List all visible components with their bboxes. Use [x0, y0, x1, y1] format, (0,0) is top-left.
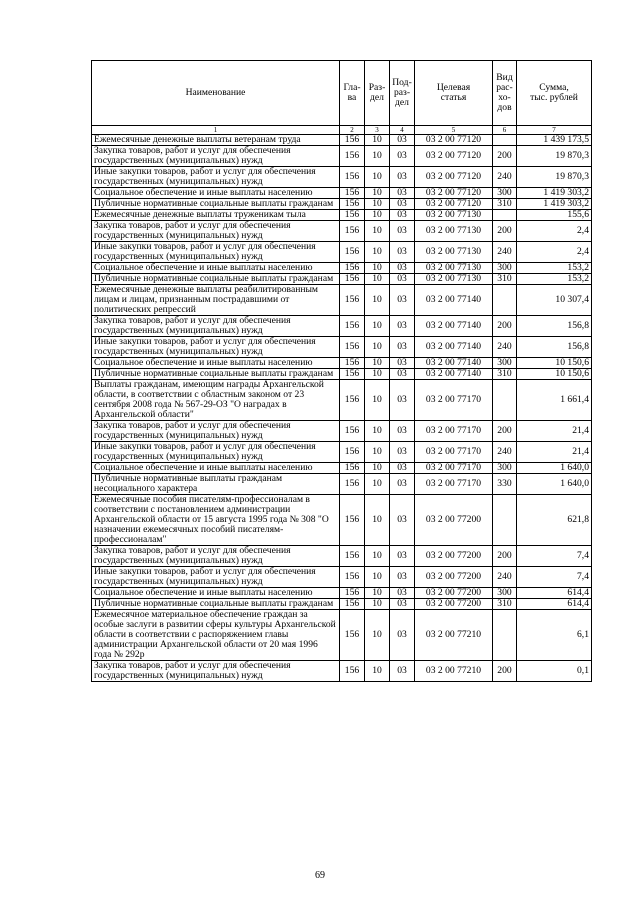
- cell-target: 03 2 00 77200: [415, 495, 493, 546]
- cell-podrazdel: 03: [390, 567, 415, 588]
- cell-razdel: 10: [365, 337, 390, 358]
- cell-target: 03 2 00 77140: [415, 369, 493, 380]
- cell-name: Закупка товаров, работ и услуг для обеспечения государственных (муниципальных) нужд: [92, 146, 340, 167]
- cell-target: 03 2 00 77120: [415, 167, 493, 188]
- cell-sum: 2,4: [517, 242, 592, 263]
- cell-target: 03 2 00 77140: [415, 337, 493, 358]
- cell-podrazdel: 03: [390, 546, 415, 567]
- column-number: 1: [92, 126, 340, 135]
- cell-vid: 300: [493, 188, 517, 199]
- cell-sum: 1 439 173,5: [517, 135, 592, 146]
- cell-razdel: 10: [365, 274, 390, 285]
- cell-sum: 1 419 303,2: [517, 188, 592, 199]
- cell-podrazdel: 03: [390, 588, 415, 599]
- cell-name: Публичные нормативные выплаты гражданам несоциального характера: [92, 474, 340, 495]
- cell-name: Иные закупки товаров, работ и услуг для обеспечения государственных (муниципальных) нужд: [92, 442, 340, 463]
- budget-table: [91, 60, 592, 682]
- table-body: [92, 135, 592, 682]
- cell-name: Ежемесячное материальное обеспечение граждан за особые заслуги в развитии сферы культуры Архангельской области в соответствии с распоряжением главы администрации Архангельской области от 20 мая 1996 года № 292р: [92, 610, 340, 661]
- cell-name: Социальное обеспечение и иные выплаты населению: [92, 588, 340, 599]
- cell-glava: 156: [340, 167, 365, 188]
- cell-razdel: 10: [365, 242, 390, 263]
- cell-target: 03 2 00 77210: [415, 661, 493, 682]
- cell-vid: 330: [493, 474, 517, 495]
- cell-name: Закупка товаров, работ и услуг для обеспечения государственных (муниципальных) нужд: [92, 661, 340, 682]
- cell-podrazdel: 03: [390, 474, 415, 495]
- cell-sum: 21,4: [517, 421, 592, 442]
- cell-podrazdel: 03: [390, 274, 415, 285]
- cell-podrazdel: 03: [390, 495, 415, 546]
- table-row: [92, 421, 592, 442]
- header-razdel: Раз- дел: [365, 61, 390, 126]
- cell-sum: 0,1: [517, 661, 592, 682]
- cell-podrazdel: 03: [390, 167, 415, 188]
- cell-name: Закупка товаров, работ и услуг для обеспечения государственных (муниципальных) нужд: [92, 421, 340, 442]
- cell-razdel: 10: [365, 135, 390, 146]
- cell-target: 03 2 00 77200: [415, 567, 493, 588]
- cell-target: 03 2 00 77210: [415, 610, 493, 661]
- cell-glava: 156: [340, 285, 365, 316]
- cell-glava: 156: [340, 358, 365, 369]
- cell-target: 03 2 00 77140: [415, 285, 493, 316]
- cell-sum: 621,8: [517, 495, 592, 546]
- cell-razdel: 10: [365, 588, 390, 599]
- column-number: 7: [517, 126, 592, 135]
- cell-vid: 310: [493, 199, 517, 210]
- cell-name: Иные закупки товаров, работ и услуг для обеспечения государственных (муниципальных) нужд: [92, 337, 340, 358]
- cell-name: Закупка товаров, работ и услуг для обеспечения государственных (муниципальных) нужд: [92, 316, 340, 337]
- cell-sum: 6,1: [517, 610, 592, 661]
- cell-vid: 200: [493, 316, 517, 337]
- cell-podrazdel: 03: [390, 442, 415, 463]
- table-row: [92, 610, 592, 661]
- cell-glava: 156: [340, 442, 365, 463]
- cell-name: Социальное обеспечение и иные выплаты населению: [92, 358, 340, 369]
- cell-podrazdel: 03: [390, 263, 415, 274]
- cell-vid: 300: [493, 263, 517, 274]
- cell-sum: 10 150,6: [517, 369, 592, 380]
- cell-podrazdel: 03: [390, 135, 415, 146]
- cell-target: 03 2 00 77170: [415, 421, 493, 442]
- cell-target: 03 2 00 77200: [415, 588, 493, 599]
- cell-razdel: 10: [365, 421, 390, 442]
- cell-sum: 2,4: [517, 221, 592, 242]
- cell-glava: 156: [340, 661, 365, 682]
- cell-name: Социальное обеспечение и иные выплаты населению: [92, 463, 340, 474]
- cell-glava: 156: [340, 263, 365, 274]
- cell-sum: 1 640,0: [517, 474, 592, 495]
- cell-target: 03 2 00 77120: [415, 199, 493, 210]
- cell-glava: 156: [340, 610, 365, 661]
- cell-target: 03 2 00 77170: [415, 380, 493, 421]
- cell-name: Ежемесячные пособия писателям-профессионалам в соответствии с постановлением администрации Архангельской области от 15 августа 1995 года № 308 "О назначении ежемесячных пособий писателям-профессионалам": [92, 495, 340, 546]
- cell-sum: 10 307,4: [517, 285, 592, 316]
- cell-glava: 156: [340, 546, 365, 567]
- cell-vid: 310: [493, 369, 517, 380]
- cell-sum: 614,4: [517, 599, 592, 610]
- table-row: [92, 442, 592, 463]
- cell-sum: 153,2: [517, 263, 592, 274]
- table-row: [92, 337, 592, 358]
- cell-podrazdel: 03: [390, 661, 415, 682]
- cell-vid: 200: [493, 221, 517, 242]
- cell-sum: 1 419 303,2: [517, 199, 592, 210]
- cell-vid: 310: [493, 274, 517, 285]
- cell-razdel: 10: [365, 567, 390, 588]
- cell-razdel: 10: [365, 146, 390, 167]
- cell-razdel: 10: [365, 316, 390, 337]
- cell-vid: 200: [493, 421, 517, 442]
- cell-razdel: 10: [365, 380, 390, 421]
- cell-razdel: 10: [365, 463, 390, 474]
- cell-sum: 1 640,0: [517, 463, 592, 474]
- table-row: [92, 463, 592, 474]
- cell-glava: 156: [340, 135, 365, 146]
- header-glava: Гла- ва: [340, 61, 365, 126]
- cell-podrazdel: 03: [390, 210, 415, 221]
- cell-vid: 300: [493, 588, 517, 599]
- table-row: [92, 358, 592, 369]
- cell-podrazdel: 03: [390, 337, 415, 358]
- table-row: [92, 369, 592, 380]
- cell-name: Иные закупки товаров, работ и услуг для обеспечения государственных (муниципальных) нужд: [92, 567, 340, 588]
- cell-podrazdel: 03: [390, 380, 415, 421]
- cell-podrazdel: 03: [390, 316, 415, 337]
- cell-vid: 200: [493, 661, 517, 682]
- cell-vid: 200: [493, 146, 517, 167]
- cell-vid: [493, 210, 517, 221]
- cell-glava: 156: [340, 369, 365, 380]
- cell-name: Иные закупки товаров, работ и услуг для обеспечения государственных (муниципальных) нужд: [92, 167, 340, 188]
- table-header-row: [92, 61, 592, 126]
- cell-sum: 1 661,4: [517, 380, 592, 421]
- cell-target: 03 2 00 77130: [415, 210, 493, 221]
- cell-name: Ежемесячные денежные выплаты реабилитированным лицам и лицам, признанным пострадавшими от политических репрессий: [92, 285, 340, 316]
- cell-razdel: 10: [365, 210, 390, 221]
- cell-glava: 156: [340, 495, 365, 546]
- cell-target: 03 2 00 77120: [415, 135, 493, 146]
- cell-sum: 19 870,3: [517, 146, 592, 167]
- cell-vid: [493, 285, 517, 316]
- cell-vid: 240: [493, 442, 517, 463]
- cell-razdel: 10: [365, 610, 390, 661]
- header-target: Целевая статья: [415, 61, 493, 126]
- cell-name: Социальное обеспечение и иные выплаты населению: [92, 263, 340, 274]
- cell-razdel: 10: [365, 188, 390, 199]
- column-number: 4: [390, 126, 415, 135]
- cell-razdel: 10: [365, 369, 390, 380]
- cell-glava: 156: [340, 337, 365, 358]
- cell-glava: 156: [340, 474, 365, 495]
- cell-sum: 156,8: [517, 316, 592, 337]
- cell-target: 03 2 00 77170: [415, 463, 493, 474]
- cell-vid: [493, 495, 517, 546]
- cell-target: 03 2 00 77130: [415, 274, 493, 285]
- page-number: 69: [315, 870, 325, 881]
- cell-podrazdel: 03: [390, 146, 415, 167]
- cell-glava: 156: [340, 188, 365, 199]
- table-row: [92, 546, 592, 567]
- table-row: [92, 274, 592, 285]
- cell-sum: 153,2: [517, 274, 592, 285]
- cell-name: Публичные нормативные социальные выплаты гражданам: [92, 369, 340, 380]
- cell-glava: 156: [340, 463, 365, 474]
- header-sum: Сумма, тыс. рублей: [517, 61, 592, 126]
- cell-name: Публичные нормативные социальные выплаты гражданам: [92, 599, 340, 610]
- cell-glava: 156: [340, 599, 365, 610]
- cell-target: 03 2 00 77130: [415, 242, 493, 263]
- cell-razdel: 10: [365, 358, 390, 369]
- cell-name: Выплаты гражданам, имеющим награды Архангельской области, в соответствии с областным законом от 23 сентября 2008 года № 567-29-ОЗ "О наградах в Архангельской области": [92, 380, 340, 421]
- cell-sum: 155,6: [517, 210, 592, 221]
- table-row: [92, 188, 592, 199]
- cell-podrazdel: 03: [390, 610, 415, 661]
- cell-razdel: 10: [365, 661, 390, 682]
- cell-glava: 156: [340, 221, 365, 242]
- table-row: [92, 567, 592, 588]
- cell-sum: 19 870,3: [517, 167, 592, 188]
- cell-target: 03 2 00 77170: [415, 474, 493, 495]
- header-vid: Вид рас- хо- дов: [493, 61, 517, 126]
- cell-razdel: 10: [365, 495, 390, 546]
- column-number: 6: [493, 126, 517, 135]
- cell-razdel: 10: [365, 599, 390, 610]
- cell-razdel: 10: [365, 442, 390, 463]
- table-row: [92, 210, 592, 221]
- table-row: [92, 135, 592, 146]
- cell-razdel: 10: [365, 199, 390, 210]
- cell-razdel: 10: [365, 546, 390, 567]
- cell-target: 03 2 00 77170: [415, 442, 493, 463]
- cell-glava: 156: [340, 567, 365, 588]
- cell-razdel: 10: [365, 221, 390, 242]
- table-row: [92, 588, 592, 599]
- table-row: [92, 167, 592, 188]
- cell-podrazdel: 03: [390, 463, 415, 474]
- cell-vid: [493, 610, 517, 661]
- table-row: [92, 495, 592, 546]
- cell-podrazdel: 03: [390, 242, 415, 263]
- cell-target: 03 2 00 77120: [415, 188, 493, 199]
- cell-name: Социальное обеспечение и иные выплаты населению: [92, 188, 340, 199]
- table-row: [92, 199, 592, 210]
- table-row: [92, 661, 592, 682]
- cell-target: 03 2 00 77120: [415, 146, 493, 167]
- column-number: 2: [340, 126, 365, 135]
- cell-name: Закупка товаров, работ и услуг для обеспечения государственных (муниципальных) нужд: [92, 546, 340, 567]
- cell-name: Закупка товаров, работ и услуг для обеспечения государственных (муниципальных) нужд: [92, 221, 340, 242]
- table-row: [92, 380, 592, 421]
- cell-glava: 156: [340, 380, 365, 421]
- cell-name: Публичные нормативные социальные выплаты гражданам: [92, 199, 340, 210]
- cell-podrazdel: 03: [390, 221, 415, 242]
- table-row: [92, 242, 592, 263]
- cell-target: 03 2 00 77130: [415, 263, 493, 274]
- cell-vid: 240: [493, 242, 517, 263]
- column-number: 3: [365, 126, 390, 135]
- table-row: [92, 146, 592, 167]
- cell-vid: 240: [493, 337, 517, 358]
- cell-name: Публичные нормативные социальные выплаты гражданам: [92, 274, 340, 285]
- cell-podrazdel: 03: [390, 199, 415, 210]
- cell-vid: [493, 380, 517, 421]
- cell-vid: [493, 135, 517, 146]
- cell-sum: 156,8: [517, 337, 592, 358]
- cell-target: 03 2 00 77200: [415, 599, 493, 610]
- cell-glava: 156: [340, 210, 365, 221]
- cell-podrazdel: 03: [390, 599, 415, 610]
- cell-vid: 240: [493, 567, 517, 588]
- cell-glava: 156: [340, 316, 365, 337]
- cell-target: 03 2 00 77140: [415, 316, 493, 337]
- table-row: [92, 221, 592, 242]
- cell-vid: 300: [493, 463, 517, 474]
- cell-podrazdel: 03: [390, 369, 415, 380]
- cell-name: Ежемесячные денежные выплаты труженикам тыла: [92, 210, 340, 221]
- cell-target: 03 2 00 77140: [415, 358, 493, 369]
- table-row: [92, 285, 592, 316]
- cell-vid: 240: [493, 167, 517, 188]
- header-podrazdel: Под- раз- дел: [390, 61, 415, 126]
- cell-sum: 7,4: [517, 567, 592, 588]
- cell-target: 03 2 00 77200: [415, 546, 493, 567]
- cell-sum: 7,4: [517, 546, 592, 567]
- cell-glava: 156: [340, 588, 365, 599]
- cell-vid: 300: [493, 358, 517, 369]
- cell-podrazdel: 03: [390, 358, 415, 369]
- table-row: [92, 599, 592, 610]
- table-row: [92, 474, 592, 495]
- column-number: 5: [415, 126, 493, 135]
- cell-sum: 614,4: [517, 588, 592, 599]
- cell-podrazdel: 03: [390, 421, 415, 442]
- cell-glava: 156: [340, 421, 365, 442]
- cell-podrazdel: 03: [390, 285, 415, 316]
- table-row: [92, 316, 592, 337]
- cell-razdel: 10: [365, 167, 390, 188]
- cell-razdel: 10: [365, 474, 390, 495]
- cell-sum: 21,4: [517, 442, 592, 463]
- cell-vid: 200: [493, 546, 517, 567]
- cell-name: Ежемесячные денежные выплаты ветеранам труда: [92, 135, 340, 146]
- cell-razdel: 10: [365, 263, 390, 274]
- cell-glava: 156: [340, 274, 365, 285]
- cell-glava: 156: [340, 146, 365, 167]
- cell-glava: 156: [340, 199, 365, 210]
- table-row: [92, 263, 592, 274]
- cell-vid: 310: [493, 599, 517, 610]
- cell-sum: 10 150,6: [517, 358, 592, 369]
- header-name: Наименование: [92, 61, 340, 126]
- cell-target: 03 2 00 77130: [415, 221, 493, 242]
- cell-podrazdel: 03: [390, 188, 415, 199]
- cell-glava: 156: [340, 242, 365, 263]
- cell-name: Иные закупки товаров, работ и услуг для обеспечения государственных (муниципальных) нужд: [92, 242, 340, 263]
- cell-razdel: 10: [365, 285, 390, 316]
